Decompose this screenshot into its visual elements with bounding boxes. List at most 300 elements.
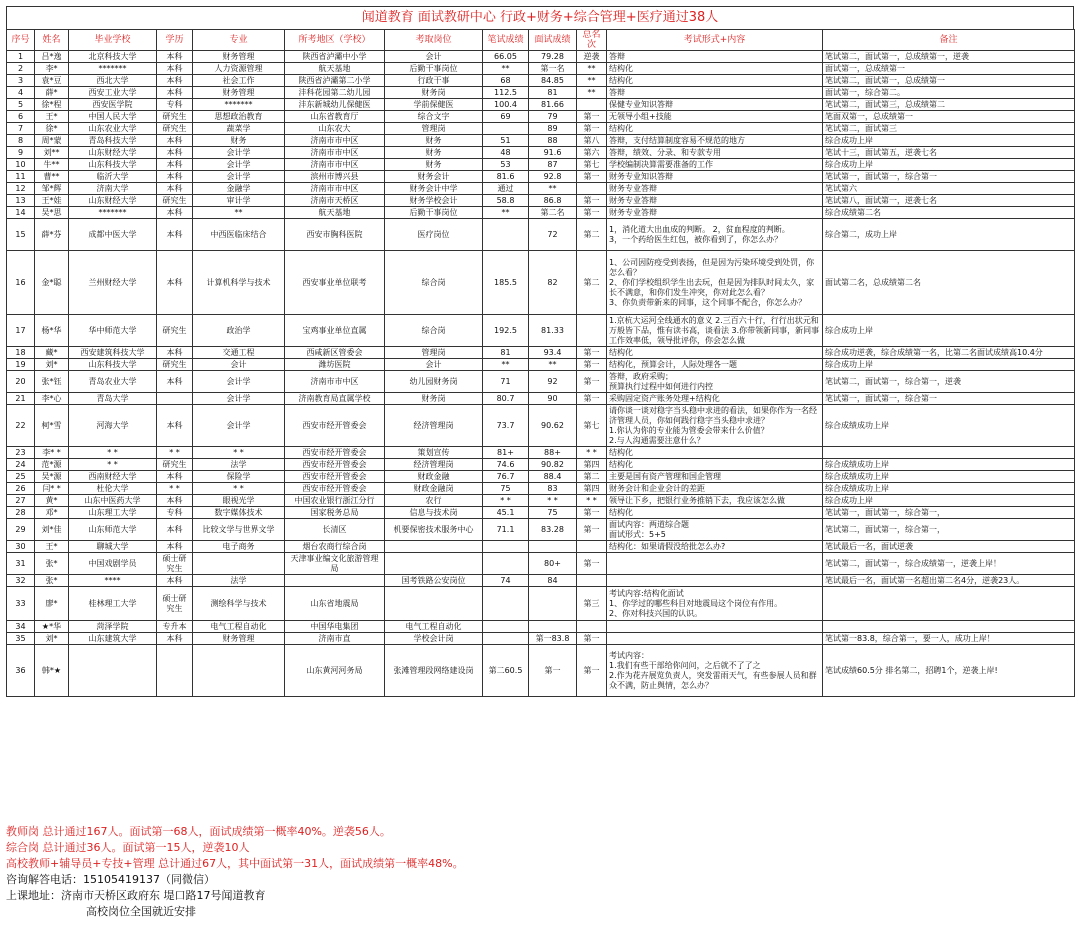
table-cell: 李* <box>35 63 69 75</box>
table-cell: 本科 <box>157 519 193 541</box>
table-cell: 韩*★ <box>35 645 69 697</box>
table-cell: 会计学 <box>193 159 285 171</box>
table-cell: 第一 <box>577 553 607 575</box>
table-row <box>7 135 1075 147</box>
table-cell: 山东科技大学 <box>69 159 157 171</box>
table-cell: 航天基地 <box>285 63 385 75</box>
table-cell: 90.62 <box>529 405 577 447</box>
comprehensive-summary: 综合岗 总计通过36人。面试第一15人，逆袭10人 <box>6 841 250 854</box>
table-cell: 张* <box>35 553 69 575</box>
table-cell: 93.4 <box>529 347 577 359</box>
table-cell: 邓* <box>35 507 69 519</box>
table-cell: 金融学 <box>193 183 285 195</box>
table-cell: 会计 <box>385 51 483 63</box>
table-cell: 综合文字 <box>385 111 483 123</box>
table-cell: 研究生 <box>157 123 193 135</box>
table-cell: 西安市胸科医院 <box>285 219 385 251</box>
table-cell: 烟台农商行综合岗 <box>285 541 385 553</box>
column-header: 总名次 <box>577 30 607 51</box>
table-cell: 会计学 <box>193 393 285 405</box>
table-row <box>7 99 1075 111</box>
table-cell: 88+ <box>529 447 577 459</box>
table-cell: 中国农业银行浙江分行 <box>285 495 385 507</box>
table-row <box>7 447 1075 459</box>
table-cell: 81.33 <box>529 315 577 347</box>
table-cell: 82 <box>529 251 577 315</box>
table-cell: 第七 <box>577 405 607 447</box>
table-cell: 笔试第二，面试第一，综合第一， <box>823 519 1075 541</box>
table-cell: 硕士研究生 <box>157 587 193 621</box>
table-cell <box>577 183 607 195</box>
table-cell: 第七 <box>577 159 607 171</box>
table-cell: 81 <box>483 347 529 359</box>
table-cell: 山东建筑大学 <box>69 633 157 645</box>
table-cell <box>607 575 823 587</box>
column-header: 姓名 <box>35 30 69 51</box>
table-cell: ** <box>529 359 577 371</box>
table-cell: 4 <box>7 87 35 99</box>
table-cell: 柯*雪 <box>35 405 69 447</box>
table-row <box>7 575 1075 587</box>
table-cell: 王* <box>35 541 69 553</box>
table-cell: 张滩管理段网络建设岗 <box>385 645 483 697</box>
table-cell: 数字媒体技术 <box>193 507 285 519</box>
table-cell: 逆袭 <box>577 51 607 63</box>
table-cell: 45.1 <box>483 507 529 519</box>
footer-notes <box>6 824 1074 920</box>
table-cell: 53 <box>483 159 529 171</box>
table-cell: 吴*源 <box>35 471 69 483</box>
table-row <box>7 519 1075 541</box>
table-cell: 3 <box>7 75 35 87</box>
table-cell: ★*华 <box>35 621 69 633</box>
table-cell: 山东省地震局 <box>285 587 385 621</box>
table-cell: 青岛大学 <box>69 393 157 405</box>
table-cell: 48 <box>483 147 529 159</box>
table-cell: 山东黄河河务局 <box>285 645 385 697</box>
table-cell: 综合成功上岸 <box>823 495 1075 507</box>
table-cell: * * <box>193 447 285 459</box>
table-cell: 51 <box>483 135 529 147</box>
results-table <box>6 29 1075 697</box>
table-cell: 张* <box>35 575 69 587</box>
table-cell: 本科 <box>157 183 193 195</box>
sheet-title: 闻道教育 面试教研中心 行政+财务+综合管理+医疗通过38人 <box>6 6 1074 29</box>
table-cell: 山东农大 <box>285 123 385 135</box>
table-cell: * * <box>483 495 529 507</box>
table-cell: 经济管理岗 <box>385 405 483 447</box>
table-cell: 人力资源管理 <box>193 63 285 75</box>
table-cell <box>823 587 1075 621</box>
table-cell: 西安市经开管委会 <box>285 459 385 471</box>
table-cell: 86.8 <box>529 195 577 207</box>
table-cell: 刘** <box>35 147 69 159</box>
table-cell: 西安工业大学 <box>69 87 157 99</box>
table-cell <box>157 645 193 697</box>
table-cell: 综合成绩成功上岸 <box>823 483 1075 495</box>
table-cell: 菏泽学院 <box>69 621 157 633</box>
table-cell: 财务会计中学 <box>385 183 483 195</box>
class-address: 上课地址：济南市天桥区政府东 堤口路17号闻道教育 <box>6 889 266 902</box>
table-cell <box>529 621 577 633</box>
table-cell: 李*心 <box>35 393 69 405</box>
table-cell <box>483 633 529 645</box>
table-cell: 1，消化道大出血成的判断。 2，贫血程度的判断。 3，一个药给医生红包，被你看到了，你怎么办？ <box>607 219 823 251</box>
table-cell: 结构化 <box>607 507 823 519</box>
table-cell: 笔试第八，面试第一，逆袭七名 <box>823 195 1075 207</box>
table-cell: 济南市直 <box>285 633 385 645</box>
table-cell: 眼视光学 <box>193 495 285 507</box>
table-cell: 会计学 <box>193 171 285 183</box>
table-cell <box>577 315 607 347</box>
table-cell: 本科 <box>157 51 193 63</box>
table-cell: 结构化 <box>607 459 823 471</box>
table-cell: 信息与技术岗 <box>385 507 483 519</box>
table-cell: 本科 <box>157 135 193 147</box>
table-cell: 本科 <box>157 75 193 87</box>
table-cell: 财务管理 <box>193 87 285 99</box>
table-cell: 宝鸡事业单位直属 <box>285 315 385 347</box>
table-cell: 87 <box>529 159 577 171</box>
table-row <box>7 405 1075 447</box>
table-cell: 本科 <box>157 495 193 507</box>
table-cell: 吴*思 <box>35 207 69 219</box>
table-cell: 84.85 <box>529 75 577 87</box>
table-cell: 79 <box>529 111 577 123</box>
table-cell: 69 <box>483 111 529 123</box>
table-cell: 曹** <box>35 171 69 183</box>
table-cell: 财务学校会计 <box>385 195 483 207</box>
table-cell: 范*源 <box>35 459 69 471</box>
table-cell: 第一名 <box>529 63 577 75</box>
table-cell: 财务会计和企业会计的差距 <box>607 483 823 495</box>
table-cell <box>483 587 529 621</box>
table-cell: 财政金融岗 <box>385 483 483 495</box>
table-cell: 第一 <box>577 111 607 123</box>
table-row <box>7 75 1075 87</box>
table-cell: 领导让下乡，把银行业务推销下去，我应该怎么做 <box>607 495 823 507</box>
table-cell: 保险学 <box>193 471 285 483</box>
table-cell: 滨州市博兴县 <box>285 171 385 183</box>
table-row <box>7 507 1075 519</box>
table-row <box>7 645 1075 697</box>
table-cell: 笔试第一，面试第一，综合第一， <box>823 507 1075 519</box>
table-cell: 5 <box>7 99 35 111</box>
table-row <box>7 251 1075 315</box>
table-cell: 专升本 <box>157 621 193 633</box>
table-cell <box>607 621 823 633</box>
table-cell: * * <box>157 483 193 495</box>
table-cell: 本科 <box>157 219 193 251</box>
table-cell: 山东科技大学 <box>69 359 157 371</box>
table-cell <box>823 621 1075 633</box>
table-cell: 81.66 <box>529 99 577 111</box>
table-cell: 本科 <box>157 159 193 171</box>
table-cell: 财政金融 <box>385 471 483 483</box>
table-cell: 31 <box>7 553 35 575</box>
table-cell: 笔试成绩60.5分 排名第二，招聘1个，逆袭上岸! <box>823 645 1075 697</box>
table-cell: 航天基地 <box>285 207 385 219</box>
table-cell: 27 <box>7 495 35 507</box>
table-cell: ******* <box>69 63 157 75</box>
table-cell: ** <box>577 87 607 99</box>
table-cell <box>577 621 607 633</box>
table-cell: 财务管理 <box>193 51 285 63</box>
table-cell: ** <box>483 207 529 219</box>
table-cell: ** <box>193 207 285 219</box>
table-cell: 电气工程自动化 <box>193 621 285 633</box>
table-cell: 23 <box>7 447 35 459</box>
table-row <box>7 359 1075 371</box>
table-cell: 财务 <box>385 147 483 159</box>
table-cell: 192.5 <box>483 315 529 347</box>
table-cell: 笔试第二，面试第三 <box>823 123 1075 135</box>
table-cell: 电气工程自动化 <box>385 621 483 633</box>
table-cell: 73.7 <box>483 405 529 447</box>
table-cell: 84 <box>529 575 577 587</box>
table-cell: 研究生 <box>157 459 193 471</box>
table-cell: 陕西省泸灞中小学 <box>285 51 385 63</box>
table-row <box>7 587 1075 621</box>
table-cell: 沣科花园第二幼儿园 <box>285 87 385 99</box>
table-body <box>7 51 1075 697</box>
table-cell: 笔试第一83.8，综合第一，要一人，成功上岸！ <box>823 633 1075 645</box>
table-cell <box>285 575 385 587</box>
table-cell: 34 <box>7 621 35 633</box>
table-cell: 74 <box>483 575 529 587</box>
table-row <box>7 459 1075 471</box>
table-cell <box>69 645 157 697</box>
table-cell: 计算机科学与技术 <box>193 251 285 315</box>
table-cell: 本科 <box>157 575 193 587</box>
table-row <box>7 63 1075 75</box>
table-cell: 25 <box>7 471 35 483</box>
table-cell: 青岛农业大学 <box>69 371 157 393</box>
table-cell: ** <box>483 63 529 75</box>
table-cell: 采购固定资产账务处理+结构化 <box>607 393 823 405</box>
table-row <box>7 159 1075 171</box>
table-cell <box>607 633 823 645</box>
table-cell: 面试第一，综合第二。 <box>823 87 1075 99</box>
table-cell: 中国华电集团 <box>285 621 385 633</box>
table-cell: 8 <box>7 135 35 147</box>
table-cell <box>607 553 823 575</box>
table-cell: 1、公司因防疫受到表扬，但是因为污染环境受到处罚，你怎么看？ 2、你们学校组织学生出去玩，但是因为排队时间太久，家长不满意，和你们发生冲突，你对此怎么看？ 3、你负责带新来的同事，这个同事不配合，你怎么办？ <box>607 251 823 315</box>
table-cell: 第二 <box>577 219 607 251</box>
table-cell: 24 <box>7 459 35 471</box>
table-cell: 92.8 <box>529 171 577 183</box>
table-cell: 19 <box>7 359 35 371</box>
table-cell: 笔试第二，面试第一，总成绩第一，逆袭 <box>823 51 1075 63</box>
table-cell: 西安建筑科技大学 <box>69 347 157 359</box>
table-cell: 笔面双第一，总成绩第一 <box>823 111 1075 123</box>
table-cell: 32 <box>7 575 35 587</box>
table-cell: 112.5 <box>483 87 529 99</box>
teacher-summary: 教师岗 总计通过167人。面试第一68人，面试成绩第一概率40%。逆袭56人。 <box>6 825 391 838</box>
table-cell: 财务岗 <box>385 393 483 405</box>
table-cell: 河海大学 <box>69 405 157 447</box>
table-cell: 西咸新区管委会 <box>285 347 385 359</box>
table-cell: 长清区 <box>285 519 385 541</box>
table-cell: 第四 <box>577 483 607 495</box>
table-cell: 财务专业答辩 <box>607 195 823 207</box>
table-cell: 第二 <box>577 471 607 483</box>
table-cell: 第一 <box>577 123 607 135</box>
table-cell: 研究生 <box>157 359 193 371</box>
table-cell: 研究生 <box>157 111 193 123</box>
table-cell: 研究生 <box>157 315 193 347</box>
table-cell: 学校编制决算需要准备的工作 <box>607 159 823 171</box>
table-cell: 交通工程 <box>193 347 285 359</box>
table-cell: 薛* <box>35 87 69 99</box>
table-cell: 社会工作 <box>193 75 285 87</box>
table-cell: 邹*辉 <box>35 183 69 195</box>
table-cell: 88.4 <box>529 471 577 483</box>
table-cell: 第一 <box>577 207 607 219</box>
table-cell: 本科 <box>157 87 193 99</box>
table-cell: 西安市经开管委会 <box>285 471 385 483</box>
header-row <box>7 30 1075 51</box>
table-row <box>7 87 1075 99</box>
table-cell: 经济管理岗 <box>385 459 483 471</box>
table-cell: 法学 <box>193 459 285 471</box>
table-cell <box>577 575 607 587</box>
table-cell: 答辩 <box>607 51 823 63</box>
table-cell: 华中师范大学 <box>69 315 157 347</box>
table-cell: 9 <box>7 147 35 159</box>
table-cell: 李* * <box>35 447 69 459</box>
table-cell: 面试第二名，总成绩第二名 <box>823 251 1075 315</box>
table-cell: 闫* * <box>35 483 69 495</box>
table-cell: 本科 <box>157 347 193 359</box>
table-cell: 72 <box>529 219 577 251</box>
table-cell: 本科 <box>157 171 193 183</box>
table-cell: 90 <box>529 393 577 405</box>
table-cell: 本科 <box>157 471 193 483</box>
table-cell: 15 <box>7 219 35 251</box>
table-cell: 91.6 <box>529 147 577 159</box>
table-cell: 幼儿园财务岗 <box>385 371 483 393</box>
table-cell: 王*娃 <box>35 195 69 207</box>
table-cell: 后勤干事岗位 <box>385 63 483 75</box>
table-cell: 第四 <box>577 459 607 471</box>
table-cell: 71 <box>483 371 529 393</box>
table-cell: 桂林理工大学 <box>69 587 157 621</box>
table-cell: 农行 <box>385 495 483 507</box>
table-cell <box>385 587 483 621</box>
table-cell: 藏* <box>35 347 69 359</box>
table-cell: 30 <box>7 541 35 553</box>
table-cell: 专科 <box>157 507 193 519</box>
table-cell: 综合岗 <box>385 315 483 347</box>
table-cell: 徐*程 <box>35 99 69 111</box>
column-header: 笔试成绩 <box>483 30 529 51</box>
table-cell: 18 <box>7 347 35 359</box>
table-cell: 结构化：如果请假没给批怎么办? <box>607 541 823 553</box>
table-cell <box>483 123 529 135</box>
table-cell: 第八 <box>577 135 607 147</box>
table-cell: 财务 <box>385 135 483 147</box>
table-cell: 牛** <box>35 159 69 171</box>
table-cell: 66.05 <box>483 51 529 63</box>
table-cell: 临沂大学 <box>69 171 157 183</box>
table-cell: 行政干事 <box>385 75 483 87</box>
table-cell: 笔试第二，面试第一，综合第一，逆袭 <box>823 371 1075 393</box>
table-cell: 济南市市中区 <box>285 159 385 171</box>
table-cell: 天津事业编文化旅游管理局 <box>285 553 385 575</box>
table-row <box>7 393 1075 405</box>
table-cell: 济南市天桥区 <box>285 195 385 207</box>
table-cell: 财务专业知识答辩 <box>607 171 823 183</box>
table-cell: 第一 <box>577 371 607 393</box>
table-cell: 笔试第六 <box>823 183 1075 195</box>
table-cell: 徐* <box>35 123 69 135</box>
table-cell: 笔试十三，面试第五，逆袭七名 <box>823 147 1075 159</box>
table-row <box>7 123 1075 135</box>
table-cell: 西安市经开管委会 <box>285 447 385 459</box>
table-cell: ** <box>577 63 607 75</box>
table-cell: 80+ <box>529 553 577 575</box>
table-cell: 第一 <box>577 507 607 519</box>
table-row <box>7 195 1075 207</box>
table-cell: 济南市市中区 <box>285 371 385 393</box>
table-cell: 西安市经开管委会 <box>285 405 385 447</box>
table-cell: 结构化 <box>607 447 823 459</box>
table-cell: 14 <box>7 207 35 219</box>
table-cell: 廖* <box>35 587 69 621</box>
table-cell: 结构化 <box>607 63 823 75</box>
table-cell: 本科 <box>157 633 193 645</box>
table-cell: 答辩，绩效、分录、和专款专用 <box>607 147 823 159</box>
table-cell: 第一 <box>577 393 607 405</box>
table-cell: 学前保健医 <box>385 99 483 111</box>
table-cell: 王* <box>35 111 69 123</box>
table-cell: 第一 <box>577 195 607 207</box>
table-cell: 92 <box>529 371 577 393</box>
table-cell: 结构化 <box>607 75 823 87</box>
table-cell <box>157 393 193 405</box>
table-cell: 财务岗 <box>385 87 483 99</box>
table-cell: 无领导小组+技能 <box>607 111 823 123</box>
table-cell: 山东中医药大学 <box>69 495 157 507</box>
table-cell: 山东理工大学 <box>69 507 157 519</box>
university-summary: 高校教师+辅导员+专技+管理 总计通过67人，其中面试第一31人，面试成绩第一概率48%。 <box>6 857 464 870</box>
table-cell: * * <box>193 483 285 495</box>
table-cell: 第一 <box>577 633 607 645</box>
table-cell: 面试内容：两道综合题 面试形式：5+5 <box>607 519 823 541</box>
table-cell: 笔试最后一名，面试逆袭 <box>823 541 1075 553</box>
table-cell: 周*蒙 <box>35 135 69 147</box>
table-cell: 75 <box>529 507 577 519</box>
table-cell: 第一 <box>577 519 607 541</box>
table-cell: 会计 <box>193 359 285 371</box>
table-cell: 33 <box>7 587 35 621</box>
table-cell: 10 <box>7 159 35 171</box>
table-cell: 济南教育局直属学校 <box>285 393 385 405</box>
table-cell: 本科 <box>157 207 193 219</box>
table-cell: 81.6 <box>483 171 529 183</box>
table-cell: 财务专业答辩 <box>607 183 823 195</box>
table-cell: 聊城大学 <box>69 541 157 553</box>
table-cell: 第一 <box>529 645 577 697</box>
table-cell: 面试第一，总成绩第一 <box>823 63 1075 75</box>
table-cell: 本科 <box>157 371 193 393</box>
table-cell: 中国戏剧学员 <box>69 553 157 575</box>
table-cell: 11 <box>7 171 35 183</box>
table-cell: 7 <box>7 123 35 135</box>
table-cell: 1.京杭大运河全线通水的意义 2.三百六十行，行行出状元和万般皆下品，惟有读书高，谈看法 3.你带领新同事，新同事工作效率低，领导批评你，你会怎么做 <box>607 315 823 347</box>
table-cell: 请你谈一谈对稳字当头稳中求进的看法，如果你作为一名经济管理人员，你如何践行稳字当头稳中求进？ 1.你认为你的专业能为管委会带来什么价值？ 2.与人沟通需要注意什么？ <box>607 405 823 447</box>
